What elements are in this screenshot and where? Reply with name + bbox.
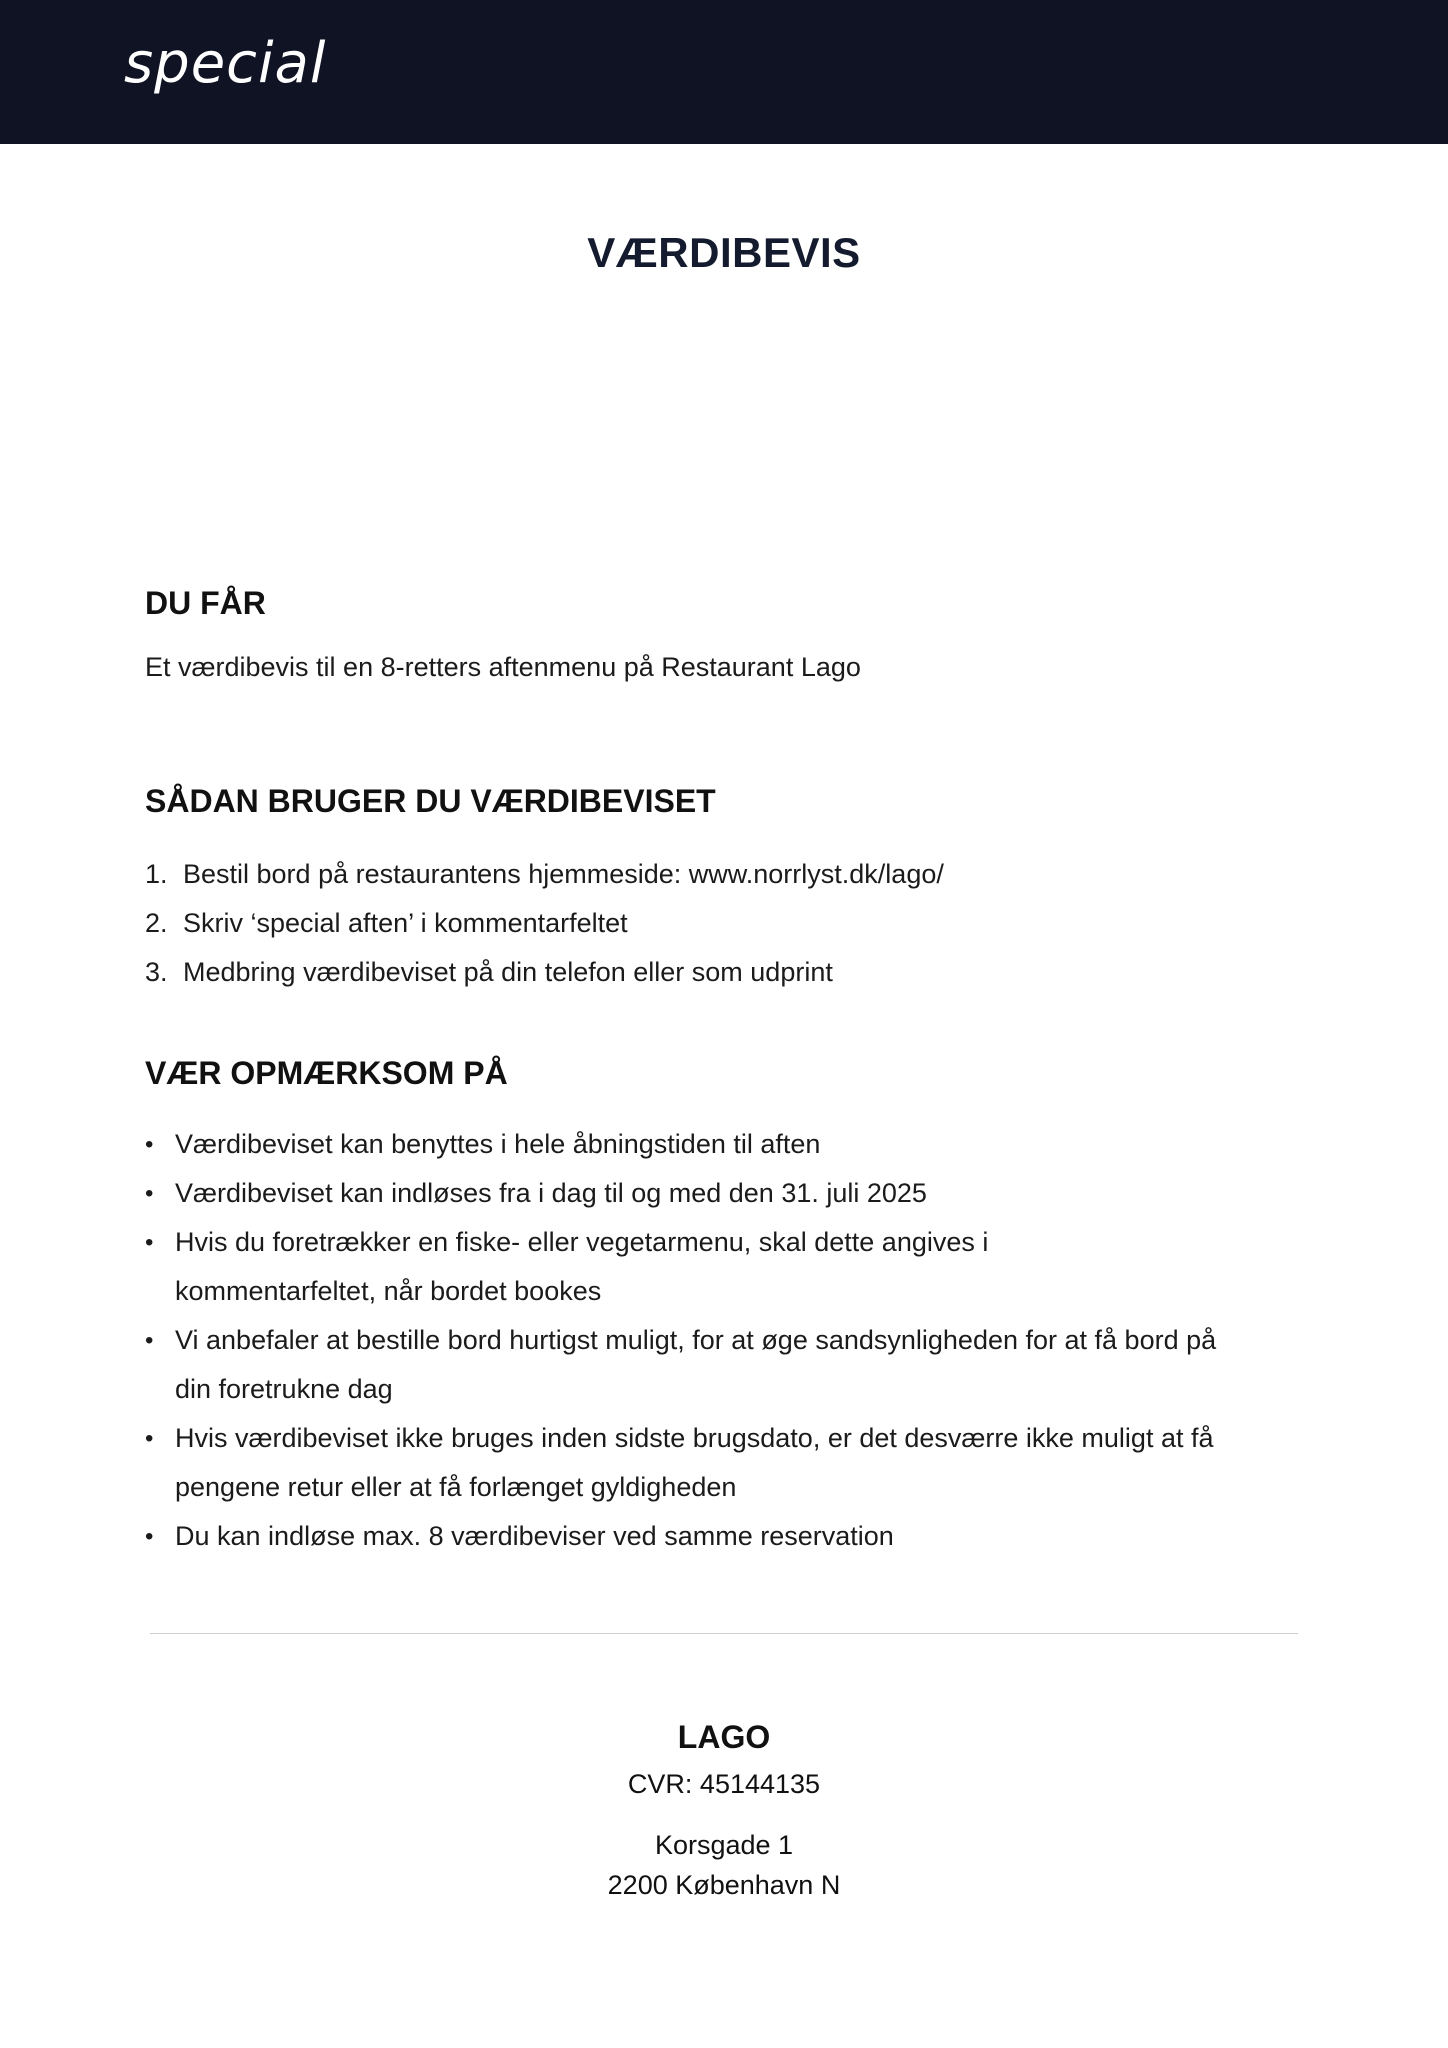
notes-heading: VÆR OPMÆRKSOM PÅ <box>145 1055 508 1091</box>
du-faar-heading: DU FÅR <box>145 585 266 621</box>
footer-city: 2200 København N <box>607 1870 841 1900</box>
bullet-icon: • <box>145 1229 154 1256</box>
bullet-icon: • <box>145 1523 154 1550</box>
step-text: Medbring værdibeviset på din telefon eller som udprint <box>183 957 833 987</box>
note-item <box>145 1316 1245 1414</box>
note-item <box>145 1414 1245 1512</box>
step-text: Bestil bord på restaurantens hjemmeside: www.norrlyst.dk/lago/ <box>183 859 944 889</box>
footer-street: Korsgade 1 <box>654 1830 794 1860</box>
bullet-icon: • <box>145 1327 154 1354</box>
footer-company-name: LAGO <box>677 1719 771 1755</box>
bullet-icon: • <box>145 1131 154 1158</box>
brand-logo: special <box>124 31 327 96</box>
note-text: Vi anbefaler at bestille bord hurtigst muligt, for at øge sandsynligheden for at få bord på din foretrukne dag <box>175 1325 1217 1404</box>
note-item <box>145 1218 1245 1316</box>
note-text: Du kan indløse max. 8 værdibeviser ved samme reservation <box>175 1521 894 1551</box>
document-title: VÆRDIBEVIS <box>587 229 861 276</box>
note-item <box>145 1120 1245 1169</box>
note-item <box>145 1169 1245 1218</box>
note-text: Hvis værdibeviset ikke bruges inden sidste brugsdato, er det desværre ikke muligt at få pengene retur eller at få forlænget gyldigheden <box>175 1423 1214 1502</box>
step-number: 2. <box>145 908 168 938</box>
header-bar <box>0 0 1448 144</box>
bullet-icon: • <box>145 1425 154 1452</box>
notes-list <box>145 1120 1245 1561</box>
step-number: 1. <box>145 859 168 889</box>
note-text: Hvis du foretrækker en fiske- eller vegetarmenu, skal dette angives i kommentarfeltet, når bordet bookes <box>175 1227 989 1306</box>
usage-step <box>145 903 944 952</box>
note-text: Værdibeviset kan indløses fra i dag til og med den 31. juli 2025 <box>175 1178 927 1208</box>
footer-cvr: CVR: 45144135 <box>627 1769 821 1799</box>
step-text: Skriv ‘special aften’ i kommentarfeltet <box>183 908 628 938</box>
footer-divider <box>150 1633 1298 1634</box>
note-item <box>145 1512 1245 1561</box>
bullet-icon: • <box>145 1180 154 1207</box>
usage-steps-list <box>145 854 944 1001</box>
du-faar-text: Et værdibevis til en 8-retters aftenmenu på Restaurant Lago <box>145 652 861 682</box>
usage-heading: SÅDAN BRUGER DU VÆRDIBEVISET <box>145 783 716 819</box>
usage-step <box>145 952 944 1001</box>
usage-step <box>145 854 944 903</box>
step-number: 3. <box>145 957 168 987</box>
note-text: Værdibeviset kan benyttes i hele åbningstiden til aften <box>175 1129 821 1159</box>
